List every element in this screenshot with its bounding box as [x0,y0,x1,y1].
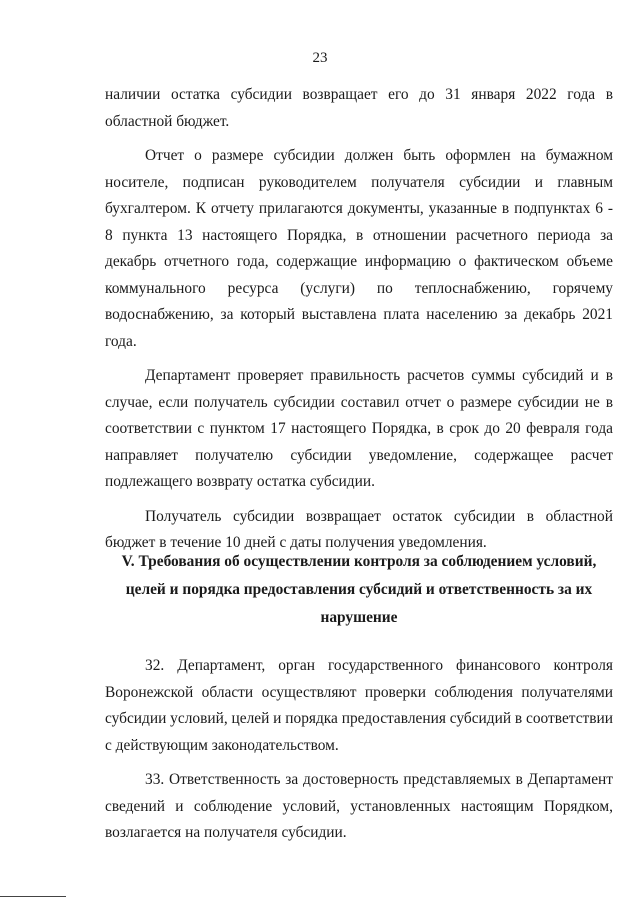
paragraph-return-balance: Получатель субсидии возвращает остаток субсидии в областной бюджет в течение 10 дней с даты получения уведомления. [105,507,613,551]
text-block-bottom [105,653,613,847]
text-block-top [105,82,613,557]
paragraph-department-check: Департамент проверяет правильность расчетов суммы субсидий и в случае, если получатель субсидии составил отчет о размере субсидии не в соответствии с пунктом 17 настоящего Порядка, в срок до 20 февраля года направляет получателю субсидии уведомление, содержащее расчет подлежащего возврату остатка субсидии. [105,367,613,490]
paragraph-report-requirements: Отчет о размере субсидии должен быть оформлен на бумажном носителе, подписан руководителем получателя субсидии и главным бухгалтером. К отчету прилагаются документы, указанные в подпунктах 6 - 8 пункта 13 настоящего Порядка, в отношении расчетного периода за декабрь отчетного года, содержащие информацию о фактическом объеме коммунального ресурса (услуги) по теплоснабжению, горячему водоснабжению, за который выставлена плата населению за декабрь 2021 года. [105,147,613,350]
paragraph-item-32: 32. Департамент, орган государственного финансового контроля Воронежской области осуществляют проверки соблюдения получателями субсидии условий, целей и порядка предоставления субсидий в соответствии с действующим законодательством. [105,657,613,754]
page-number: 23 [312,50,328,66]
footnote-divider [0,896,66,897]
section-heading: V. Требования об осуществлении контроля за соблюдением условий, целей и порядка предоставления субсидий и ответственность за их нарушение [121,553,597,626]
paragraph-item-33: 33. Ответственность за достоверность представляемых в Департамент сведений и соблюдение условий, установленных настоящим Порядком, возлагается на получателя субсидии. [105,771,613,841]
paragraph-continuation: наличии остатка субсидии возвращает его до 31 января 2022 года в областной бюджет. [105,86,613,130]
